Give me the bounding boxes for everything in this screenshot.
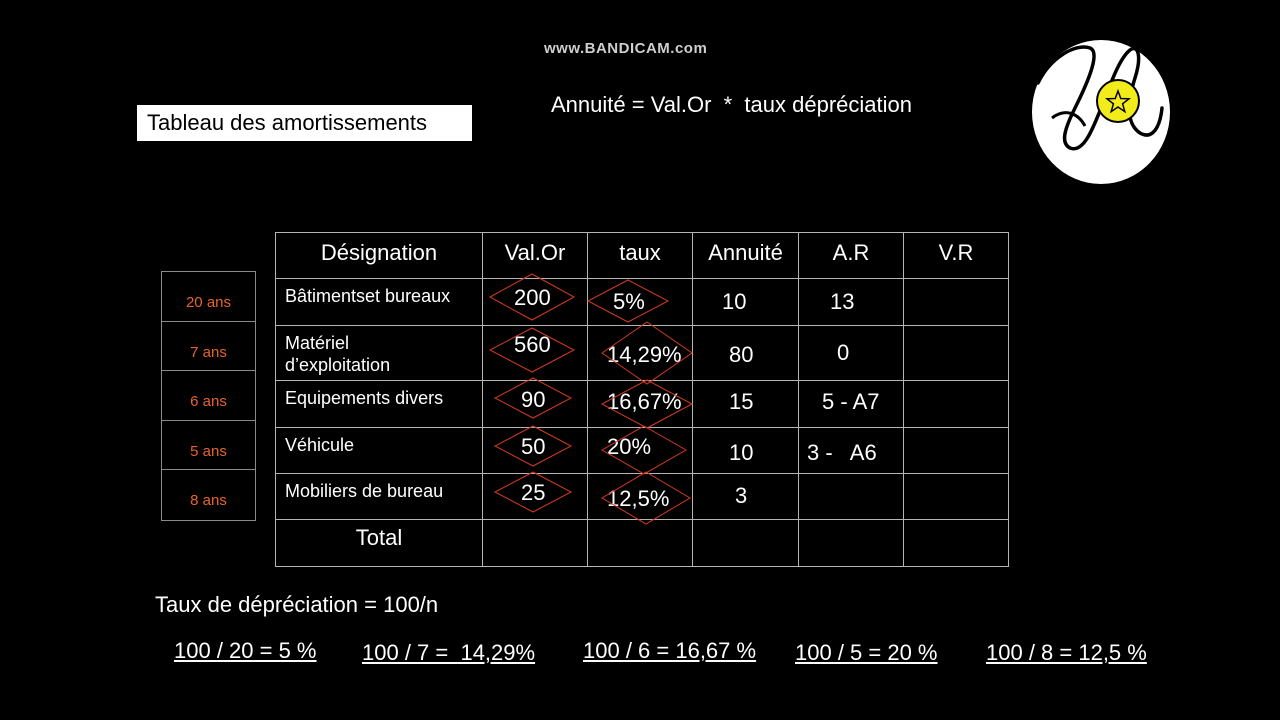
designation-cell: Bâtimentset bureaux <box>276 279 483 326</box>
table-total-row <box>276 520 1009 567</box>
years-cell: 20 ans <box>162 272 255 322</box>
signature-star-logo-icon <box>1030 38 1172 186</box>
val-or-cell: 560 <box>483 326 588 381</box>
table-row <box>276 279 1009 326</box>
designation-cell: Equipements divers <box>276 381 483 428</box>
annuite-cell: 80 <box>693 326 799 381</box>
ar-cell <box>799 474 904 520</box>
calculation-7-years: 100 / 7 = 14,29% <box>362 640 536 665</box>
vr-cell <box>904 474 1009 520</box>
table-row <box>276 381 1009 428</box>
val-or-cell: 90 <box>483 381 588 428</box>
years-column <box>161 271 256 521</box>
val-or-cell: 50 <box>483 428 588 474</box>
vr-cell <box>904 428 1009 474</box>
header-designation: Désignation <box>276 233 483 279</box>
header-val-or: Val.Or <box>483 233 588 279</box>
vr-cell <box>904 381 1009 428</box>
annuite-cell: 10 <box>693 428 799 474</box>
val-or-cell: 200 <box>483 279 588 326</box>
designation-cell: Matériel d’exploitation <box>276 326 483 381</box>
val-or-cell: 25 <box>483 474 588 520</box>
header-annuite: Annuité <box>693 233 799 279</box>
calculation-8-years: 100 / 8 = 12,5 % <box>986 640 1147 665</box>
ar-cell: 13 <box>799 279 904 326</box>
ar-cell: 3 - A6 <box>799 428 904 474</box>
years-cell: 5 ans <box>162 421 255 471</box>
table-row <box>276 474 1009 520</box>
total-cell <box>799 520 904 567</box>
table-header-row <box>276 233 1009 279</box>
years-cell: 6 ans <box>162 371 255 421</box>
vr-cell <box>904 279 1009 326</box>
page-title: Tableau des amortissements <box>137 105 472 141</box>
taux-cell: 5% <box>588 279 693 326</box>
total-cell <box>904 520 1009 567</box>
annuite-cell: 10 <box>693 279 799 326</box>
amortization-table <box>275 232 1009 567</box>
watermark: www.BANDICAM.com <box>544 40 708 57</box>
taux-cell: 14,29% <box>588 326 693 381</box>
header-vr: V.R <box>904 233 1009 279</box>
taux-cell: 16,67% <box>588 381 693 428</box>
total-cell <box>588 520 693 567</box>
calculation-6-years: 100 / 6 = 16,67 % <box>583 638 757 663</box>
designation-cell: Mobiliers de bureau <box>276 474 483 520</box>
header-taux: taux <box>588 233 693 279</box>
table-row <box>276 326 1009 381</box>
ar-cell: 0 <box>799 326 904 381</box>
calculation-20-years: 100 / 20 = 5 % <box>174 638 317 663</box>
vr-cell <box>904 326 1009 381</box>
annuite-cell: 3 <box>693 474 799 520</box>
designation-cell: Véhicule <box>276 428 483 474</box>
depreciation-formula: Taux de dépréciation = 100/n <box>155 592 439 617</box>
total-label: Total <box>276 520 483 567</box>
annuite-cell: 15 <box>693 381 799 428</box>
table-row <box>276 428 1009 474</box>
calculation-5-years: 100 / 5 = 20 % <box>795 640 938 665</box>
years-cell: 7 ans <box>162 322 255 372</box>
total-cell <box>693 520 799 567</box>
total-cell <box>483 520 588 567</box>
taux-cell: 12,5% <box>588 474 693 520</box>
years-cell: 8 ans <box>190 492 227 509</box>
header-ar: A.R <box>799 233 904 279</box>
ar-cell: 5 - A7 <box>799 381 904 428</box>
annuity-formula: Annuité = Val.Or * taux dépréciation <box>551 92 912 117</box>
taux-cell: 20% <box>588 428 693 474</box>
